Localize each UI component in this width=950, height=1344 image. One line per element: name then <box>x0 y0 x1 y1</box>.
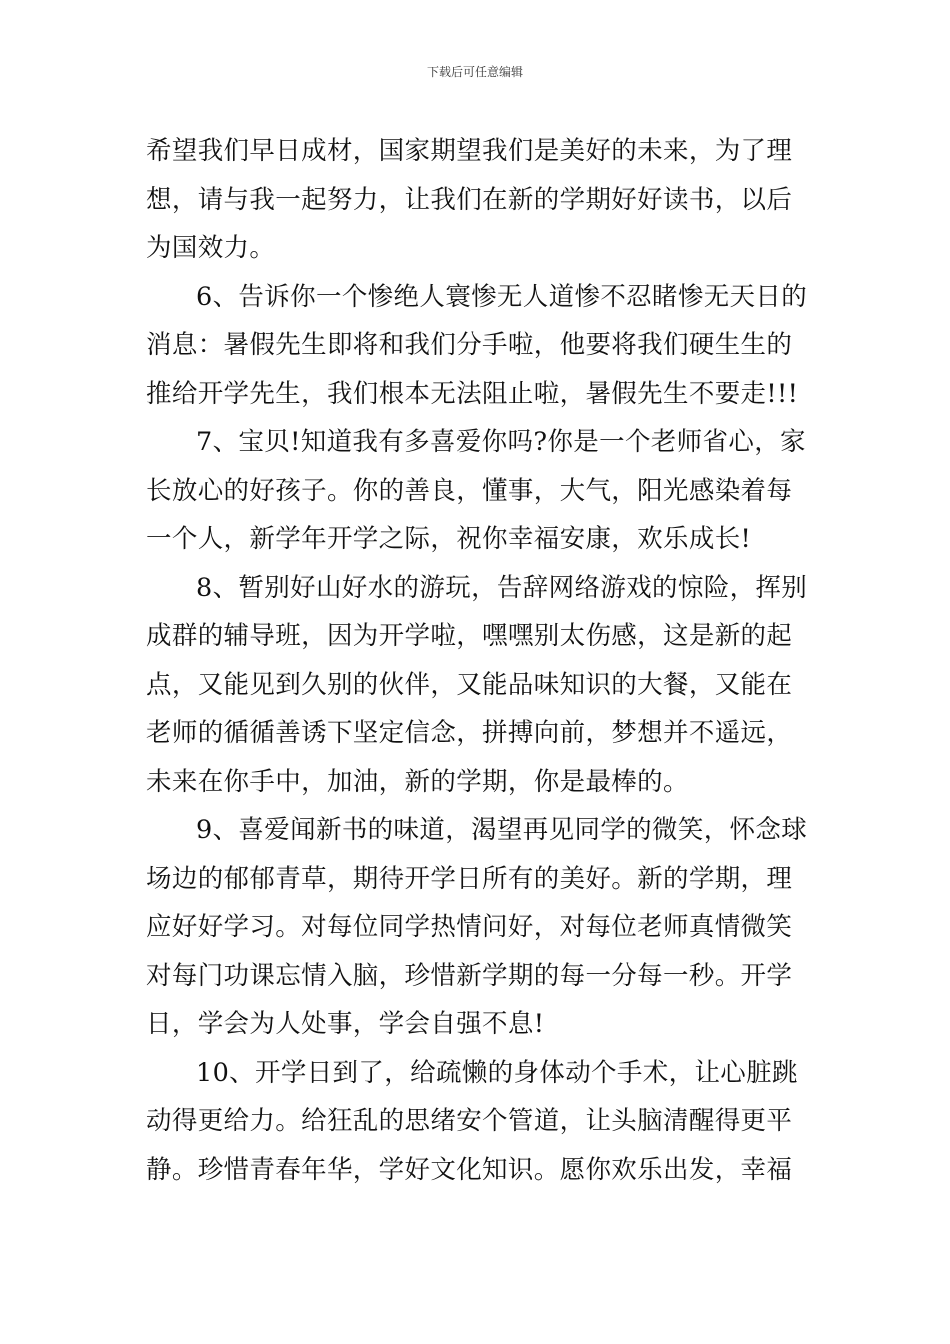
paragraph-6 <box>146 273 806 419</box>
text-line: 点，又能见到久别的伙伴，又能品味知识的大餐，又能在 <box>146 669 793 700</box>
text-line: 老师的循循善诱下坚定信念，拼搏向前，梦想并不遥远， <box>146 718 793 748</box>
text-line: 为国效力。 <box>146 233 276 263</box>
text-line: 希望我们早日成材，国家期望我们是美好的未来，为了理 <box>146 136 793 166</box>
document-body <box>146 127 806 1194</box>
paragraph-9 <box>146 806 806 1049</box>
paragraph-10 <box>146 1049 806 1195</box>
text-line: 日，学会为人处事，学会自强不息! <box>146 1009 545 1039</box>
text-line: 未来在你手中，加油，新的学期，你是最棒的。 <box>146 766 689 797</box>
text-line: 动得更给力。给狂乱的思绪安个管道，让头脑清醒得更平 <box>146 1106 793 1136</box>
text-line: 想，请与我一起努力，让我们在新的学期好好读书，以后 <box>146 184 793 215</box>
text-line: 10、开学日到了，给疏懒的身体动个手术，让心脏跳 <box>196 1057 798 1088</box>
text-line: 长放心的好孩子。你的善良，懂事，大气，阳光感染着每 <box>146 475 793 506</box>
paragraph-5-continued <box>146 127 806 273</box>
page-header: 下载后可任意编辑 <box>426 65 523 79</box>
text-line: 7、宝贝!知道我有多喜爱你吗?你是一个老师省心，家 <box>196 427 806 457</box>
text-line: 场边的郁郁青草，期待开学日所有的美好。新的学期，理 <box>146 863 793 894</box>
text-line: 9、喜爱闻新书的味道，渴望再见同学的微笑，怀念球 <box>196 815 808 845</box>
text-line: 一个人，新学年开学之际，祝你幸福安康，欢乐成长! <box>146 524 752 554</box>
paragraph-8 <box>146 564 806 807</box>
text-line: 静。珍惜青春年华，学好文化知识。愿你欢乐出发，幸福 <box>146 1154 793 1185</box>
paragraph-7 <box>146 418 806 564</box>
text-line: 对每门功课忘情入脑，珍惜新学期的每一分每一秒。开学 <box>146 960 793 991</box>
text-line: 6、告诉你一个惨绝人寰惨无人道惨不忍睹惨无天日的 <box>196 281 808 312</box>
text-line: 消息：暑假先生即将和我们分手啦，他要将我们硬生生的 <box>146 330 793 360</box>
text-line: 推给开学先生，我们根本无法阻止啦，暑假先生不要走!!! <box>146 378 799 409</box>
text-line: 8、暂别好山好水的游玩，告辞网络游戏的惊险，挥别 <box>196 572 808 603</box>
text-line: 应好好学习。对每位同学热情问好，对每位老师真情微笑 <box>146 912 793 942</box>
text-line: 成群的辅导班，因为开学啦，嘿嘿别太伤感，这是新的起 <box>146 621 793 651</box>
